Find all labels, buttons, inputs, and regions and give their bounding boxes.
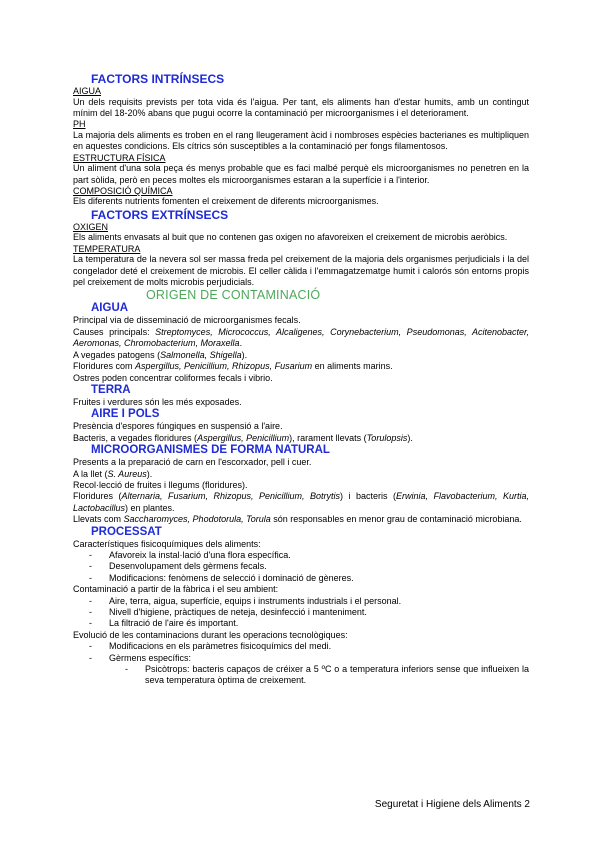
line-proc-2: Contaminació a partir de la fàbrica i el seu ambient: <box>73 584 279 595</box>
text-fragment: Floridures com <box>73 361 136 372</box>
species-list: Aspergillus, Penicillium, Rhizopus, Fusarium <box>135 361 313 372</box>
subheading-composicio: COMPOSICIÓ QUÍMICA <box>73 185 173 196</box>
paragraph-temperatura: La temperatura de la nevera sol ser massa freda pel creixement de la majoria dels organismes perjudicials i la del congelador deté el creixement de microbis. El celler càlida i l'emmagatzematge humit i calorós són entorns propis pel creixement de molts microbis perjudicials. <box>73 254 529 288</box>
section-heading-origen: ORIGEN DE CONTAMINACIÓ <box>146 288 321 303</box>
species-list: Torulopsis <box>366 432 408 443</box>
text-fragment: ). <box>241 349 248 360</box>
text-fragment: són responsables en menor grau de contaminació microbiana. <box>270 514 522 525</box>
text-fragment: ) i bacteris ( <box>340 491 396 502</box>
species-list: Erwinia, Flavobacterium, Kurtia, Lactobacillus <box>73 491 529 513</box>
line-aigua-5: Ostres poden concentrar coliformes fecals i vibrio. <box>73 372 273 383</box>
paragraph-aigua: Un dels requisits prevists per tota vida és l'aigua. Per tant, els aliments han d'estar humits, amb un contingut mínim del 18-20% abans que pugui ocorre la contaminació per microorganismes i el deteriorament. <box>73 96 529 118</box>
subsection-heading-terra: TERRA <box>91 383 131 396</box>
subheading-aigua: AIGUA <box>73 86 102 96</box>
text-fragment: Floridures ( <box>73 491 122 502</box>
list-item: - Afavoreix la instal·lació d'una flora específica. <box>73 550 529 561</box>
text-fragment: ). <box>407 432 413 443</box>
text-fragment: . <box>239 338 243 349</box>
text-fragment: Llevats com <box>73 514 124 525</box>
list-proc-2 <box>73 596 529 630</box>
line-aire-1: Presència d'espores fúngiques en suspensió a l'aire. <box>73 421 283 432</box>
text-fragment: A vegades patogens ( <box>73 349 161 360</box>
line-micro-1: Presents a la preparació de carn en l'escorxador, pell i cuer. <box>73 457 312 468</box>
list-item: - Aire, terra, aigua, superfície, equips i instruments industrials i el personal. <box>73 596 529 607</box>
text-fragment: ) en plantes. <box>125 502 175 513</box>
section-heading-extrinsic: FACTORS EXTRÍNSECS <box>91 207 229 222</box>
text-fragment: ). <box>146 468 153 479</box>
species-list: Alternaria, Fusarium, Rhizopus, Penicillium, Botrytis <box>121 491 341 502</box>
line-aigua-1: Principal via de disseminació de microorganismes fecals. <box>73 315 301 326</box>
list-proc-3 <box>73 641 529 664</box>
subsection-heading-aigua: AIGUA <box>91 302 129 315</box>
subsection-heading-micro: MICROORGANISMES DE FORMA NATURAL <box>91 444 330 457</box>
line-proc-3: Evolució de les contaminacions durant les operacions tecnològiques: <box>73 629 348 640</box>
line-proc-1: Característiques fisicoquímiques dels aliments: <box>73 538 261 549</box>
line-aigua-2 <box>73 327 529 350</box>
subheading-oxigen: OXIGEN <box>73 221 109 232</box>
paragraph-oxigen: Els aliments envasats al buit que no contenen gas oxigen no afavoreixen el creixement de microbis aeròbics. <box>73 232 508 243</box>
line-micro-4 <box>73 491 529 514</box>
species-list: Salmonella, Shigella <box>160 349 242 360</box>
line-aigua-4 <box>73 361 529 372</box>
species-list: Streptomyces, Micrococcus, Alcaligenes, Corynebacterium, Pseudomonas, Acitenobacter, Aeromonas, Chromobacterium, Moraxella <box>73 326 529 349</box>
text-fragment: Bacteris, a vegades floridures ( <box>73 432 198 443</box>
line-terra-1: Fruites i verdures són les més exposades. <box>73 396 242 407</box>
subsection-heading-aire: AIRE I POLS <box>91 408 160 421</box>
subheading-ph: PH <box>73 119 86 130</box>
list-proc-3-sub <box>73 664 529 687</box>
species-list: S. Aureus <box>107 468 147 479</box>
species-list: Saccharomyces, Phodotorula, Torula <box>123 514 271 525</box>
list-item: - Gèrmens específics: <box>73 653 529 664</box>
line-aire-2 <box>73 433 529 444</box>
list-item: - Modificacions en els paràmetres fisicoquímics del medi. <box>73 641 529 652</box>
text-fragment: Causes principals: <box>73 326 156 337</box>
list-item: - Nivell d'higiene, pràctiques de neteja, desinfecció i manteniment. <box>73 607 529 618</box>
section-heading-intrinsic: FACTORS INTRÍNSECS <box>91 72 225 86</box>
line-micro-2 <box>73 469 529 480</box>
list-item: - Modificacions: fenòmens de selecció i dominació de gèneres. <box>73 573 529 584</box>
line-micro-3: Recol·lecció de fruites i llegums (floridures). <box>73 479 248 490</box>
list-item: - La filtració de l'aire és important. <box>73 618 529 629</box>
paragraph-estructura: Un aliment d'una sola peça és menys probable que es faci malbé perquè els microorganismes no penetren en la part sòlida, però en peces moltes els microorganismes estaran a la superfície i a l'interior. <box>73 163 529 185</box>
text-fragment: A la llet ( <box>73 468 108 479</box>
page-footer: Seguretat i Higiene dels Aliments 2 <box>374 799 530 810</box>
document-page <box>73 72 529 687</box>
paragraph-ph: La majoria dels aliments es troben en el rang lleugerament àcid i nombroses espècies bacterianes es multipliquen en aquestes condicions. Els cítrics són susceptibles a la contaminació per fongs filamentosos. <box>73 129 529 152</box>
text-fragment: ), rarament llevats ( <box>289 432 367 443</box>
paragraph-composicio: Els diferents nutrients fomenten el creixement de diferents microorganismes. <box>73 196 379 207</box>
line-aigua-3 <box>73 350 529 361</box>
list-item: - Psicòtrops: bacteris capaços de créixer a 5 ºC o a temperatura inferiors sense que influeixen la seva temperatura òptima de creixement. <box>73 664 529 687</box>
line-micro-5 <box>73 514 529 525</box>
subheading-estructura: ESTRUCTURA FÍSICA <box>73 152 166 163</box>
list-proc-1 <box>73 550 529 584</box>
species-list: Aspergillus, Penicillium <box>197 432 290 443</box>
subheading-temperatura: TEMPERATURA <box>73 243 141 254</box>
subsection-heading-processat: PROCESSAT <box>91 525 162 538</box>
text-fragment: en aliments marins. <box>312 361 393 372</box>
list-item: - Desenvolupament dels gèrmens fecals. <box>73 561 529 572</box>
